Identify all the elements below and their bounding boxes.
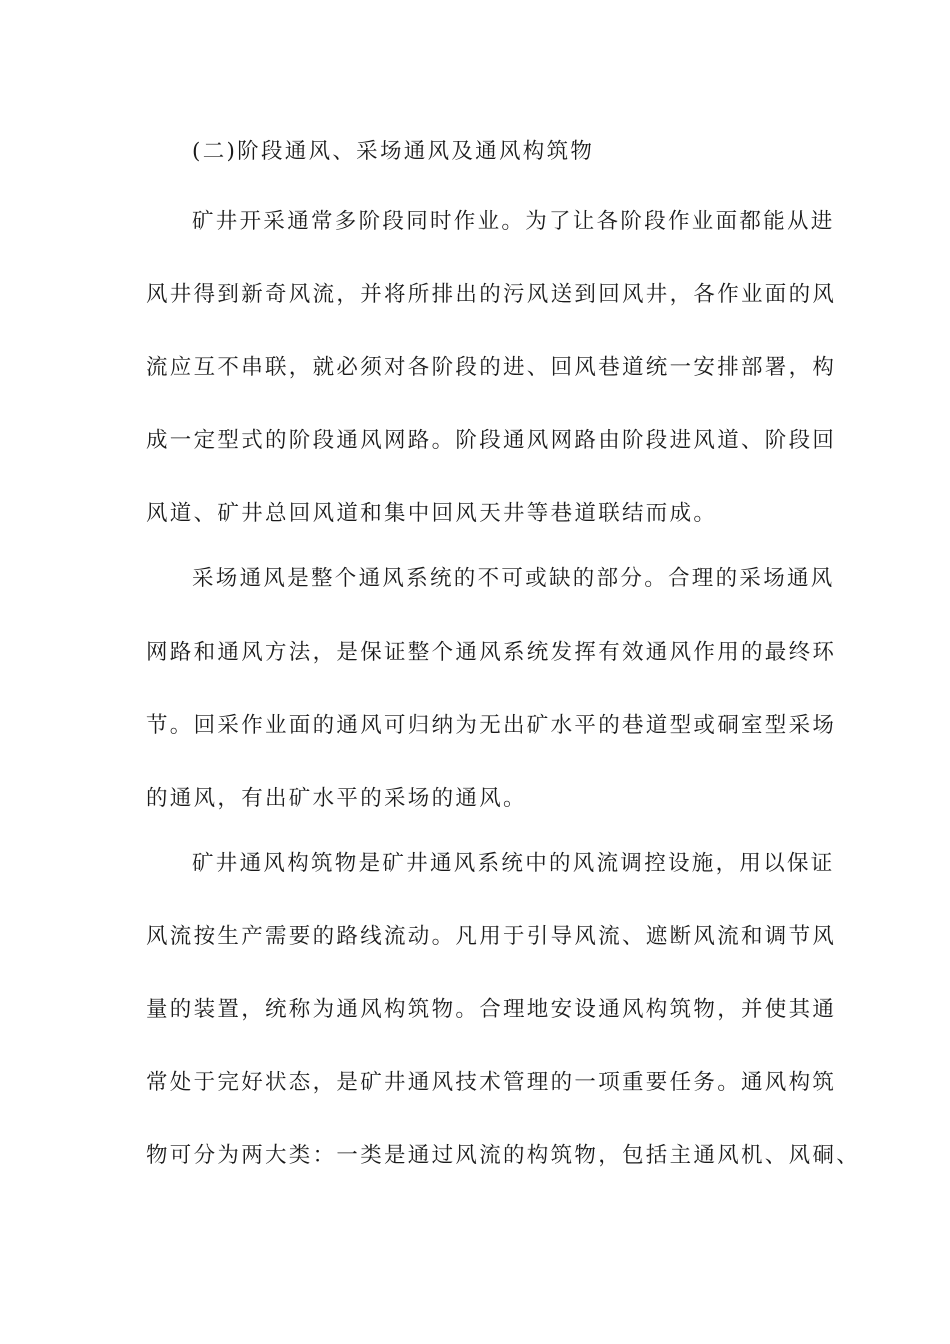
paragraph-line: 常处于完好状态，是矿井通风技术管理的一项重要任务。通风构筑 (146, 1070, 837, 1095)
paragraph-line: 成一定型式的阶段通风网路。阶段通风网路由阶段进风道、阶段回 (146, 428, 837, 453)
paragraph-line: 矿井通风构筑物是矿井通风系统中的风流调控设施，用以保证 (192, 851, 835, 876)
paragraph-line: 网路和通风方法，是保证整个通风系统发挥有效通风作用的最终环 (146, 640, 837, 665)
paragraph-line: 的通风，有出矿水平的采场的通风。 (146, 786, 527, 811)
paragraph-line: 采场通风是整个通风系统的不可或缺的部分。合理的采场通风 (192, 566, 835, 591)
paragraph-line: 物可分为两大类：一类是通过风流的构筑物，包括主通风机、风硐、 (146, 1143, 861, 1168)
paragraph-line: 风道、矿井总回风道和集中回风天井等巷道联结而成。 (146, 501, 718, 526)
paragraph-line: 风井得到新奇风流，并将所排出的污风送到回风井，各作业面的风 (146, 282, 837, 307)
section-heading: (二)阶段通风、采场通风及通风构筑物 (192, 139, 595, 164)
paragraph-line: 节。回采作业面的通风可归纳为无出矿水平的巷道型或硐室型采场 (146, 713, 837, 738)
paragraph-line: 量的装置，统称为通风构筑物。合理地安设通风构筑物，并使其通 (146, 997, 837, 1022)
paragraph-line: 矿井开采通常多阶段同时作业。为了让各阶段作业面都能从进 (192, 209, 835, 234)
paragraph-line: 风流按生产需要的路线流动。凡用于引导风流、遮断风流和调节风 (146, 924, 837, 949)
paragraph-line: 流应互不串联，就必须对各阶段的进、回风巷道统一安排部署，构 (146, 355, 837, 380)
